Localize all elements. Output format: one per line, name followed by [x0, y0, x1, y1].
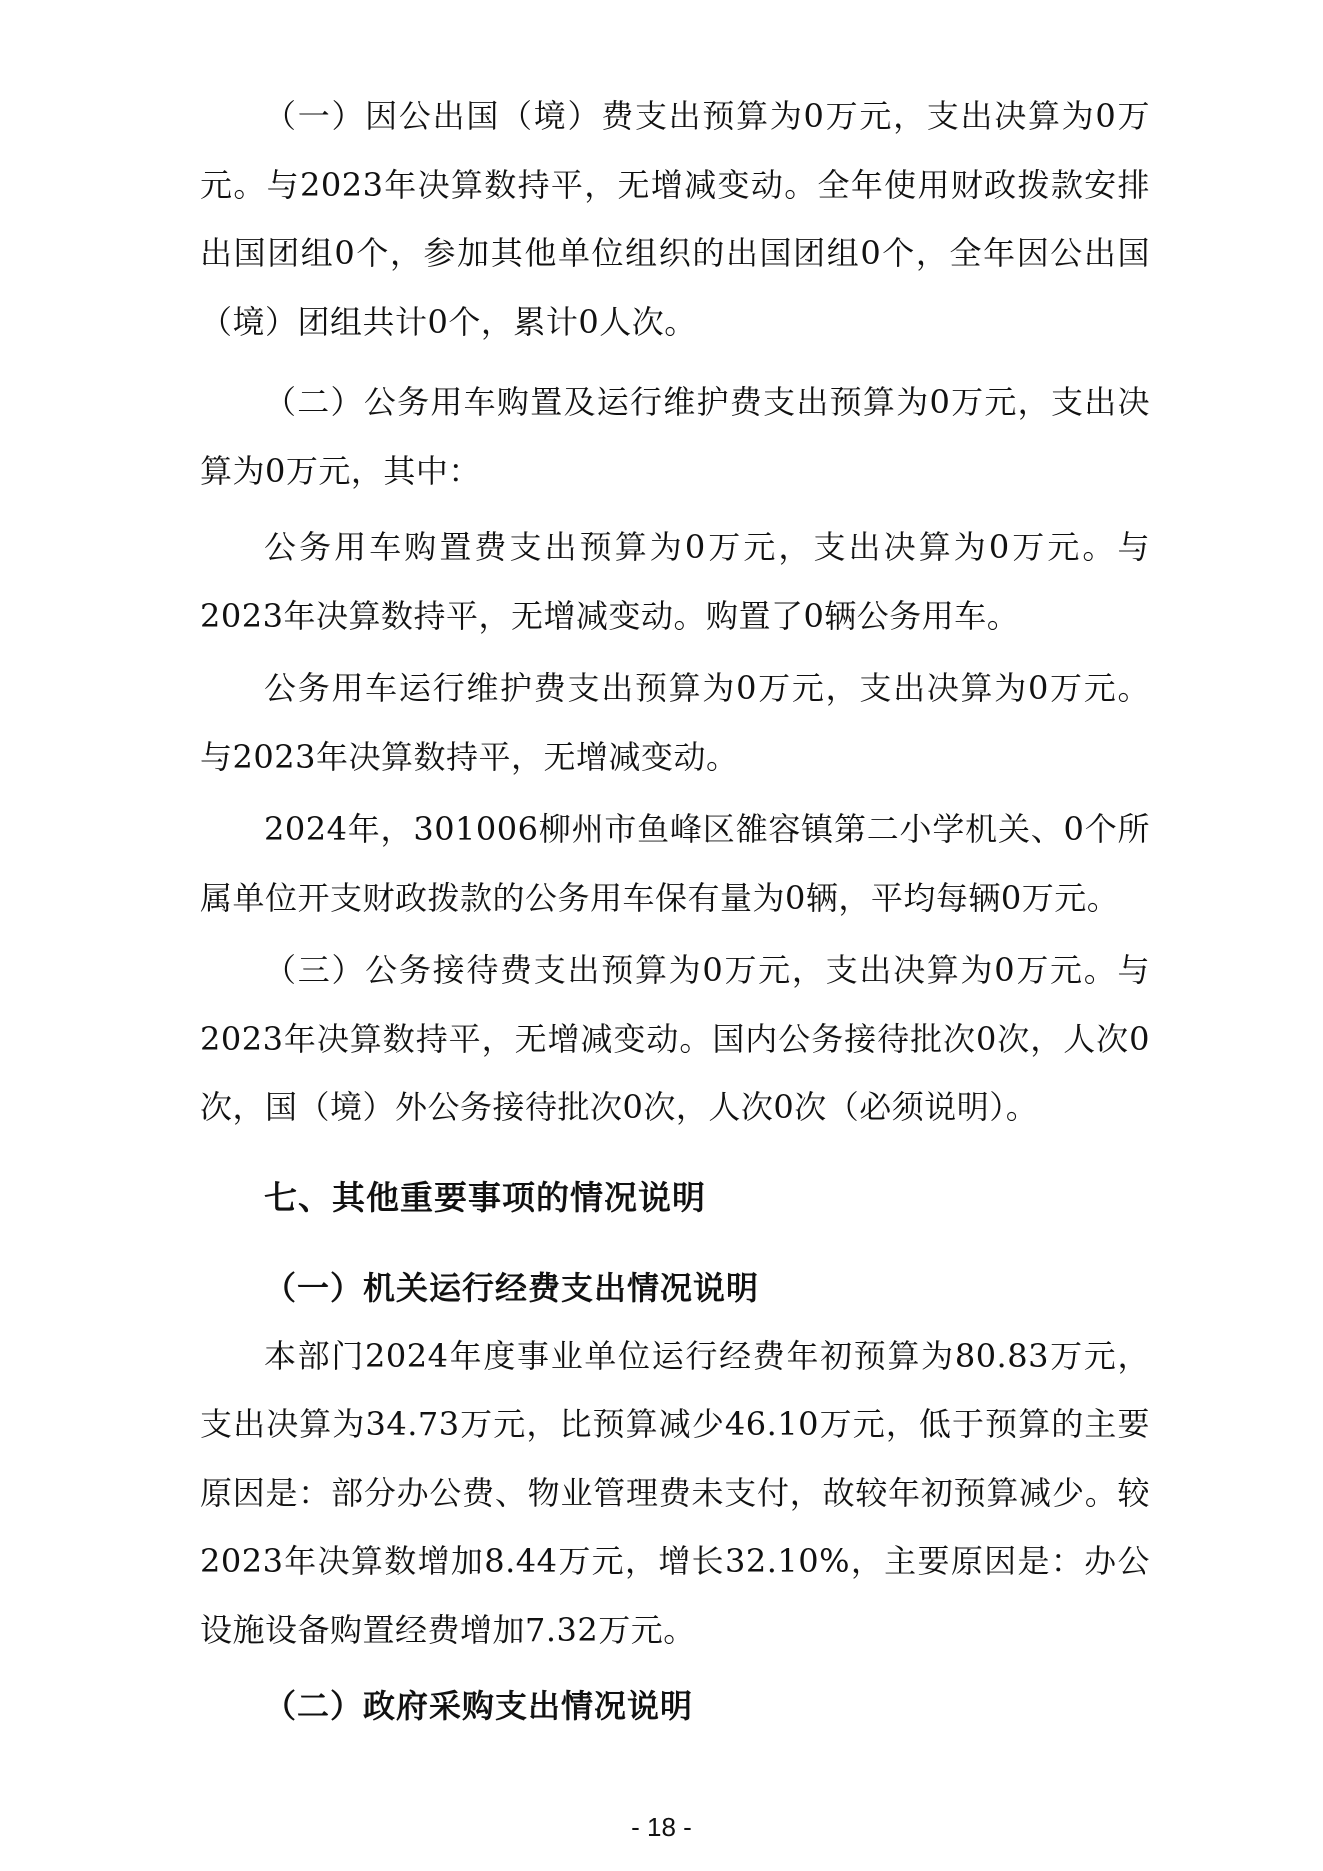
paragraph-overseas-travel: （一）因公出国（境）费支出预算为0万元，支出决算为0万元。与2023年决算数持平，无增减变动。全年使用财政拨款安排出国团组0个，参加其他单位组织的出国团组0个，全年因公出国（境）团组共计0个，累计0人次。 [200, 97, 1150, 341]
subheading-government-procurement: （二）政府采购支出情况说明 [264, 1687, 694, 1725]
subheading-operating-expenses: （一）机关运行经费支出情况说明 [264, 1268, 760, 1307]
paragraph-vehicle-summary: （二）公务用车购置及运行维护费支出预算为0万元，支出决算为0万元，其中： [200, 383, 1150, 490]
paragraph-vehicle-purchase: 公务用车购置费支出预算为0万元，支出决算为0万元。与2023年决算数持平，无增减变动。购置了0辆公务用车。 [200, 528, 1150, 635]
page-number: - 18 - [631, 1812, 692, 1842]
section-heading-other-matters: 七、其他重要事项的情况说明 [264, 1177, 706, 1217]
document-page [200, 82, 1150, 1740]
paragraph-vehicle-maintenance: 公务用车运行维护费支出预算为0万元，支出决算为0万元。与2023年决算数持平，无增减变动。 [200, 669, 1150, 776]
paragraph-vehicle-holdings: 2024年，301006柳州市鱼峰区雒容镇第二小学机关、0个所属单位开支财政拨款的公务用车保有量为0辆，平均每辆0万元。 [200, 810, 1150, 917]
paragraph-operating-expenses: 本部门2024年度事业单位运行经费年初预算为80.83万元，支出决算为34.73万元，比预算减少46.10万元，低于预算的主要原因是：部分办公费、物业管理费未支付，故较年初预算减少。较2023年决算数增加8.44万元，增长32.10%，主要原因是：办公设施设备购置经费增加7.32万元。 [200, 1336, 1150, 1649]
paragraph-reception: （三）公务接待费支出预算为0万元，支出决算为0万元。与2023年决算数持平，无增减变动。国内公务接待批次0次，人次0次，国（境）外公务接待批次0次，人次0次（必须说明）。 [200, 951, 1150, 1126]
